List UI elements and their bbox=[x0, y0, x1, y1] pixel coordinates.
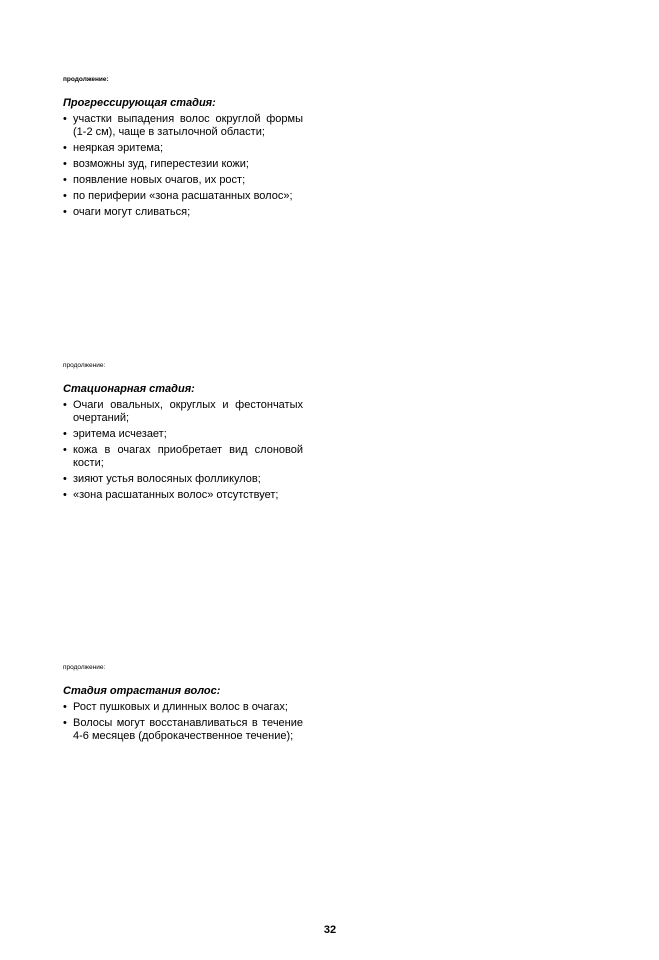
page-number: 32 bbox=[323, 924, 337, 936]
list-item-text: зияют устья волосяных фолликулов; bbox=[73, 473, 261, 485]
list-item bbox=[63, 174, 303, 187]
list-item-text: кожа в очагах приобретает вид слоновой кости; bbox=[73, 444, 303, 469]
bullet-icon: • bbox=[63, 717, 67, 729]
section-stationary-stage bbox=[63, 362, 303, 505]
section-heading: Стадия отрастания волос: bbox=[63, 685, 221, 697]
list-item-text: участки выпадения волос округлой формы (1-2 см), чаще в затылочной области; bbox=[73, 113, 303, 138]
list-item bbox=[63, 190, 303, 203]
bullet-icon: • bbox=[63, 142, 67, 154]
bullet-icon: • bbox=[63, 444, 67, 456]
continuation-label: продолжение: bbox=[63, 76, 109, 83]
list-item-text: по периферии «зона расшатанных волос»; bbox=[73, 190, 293, 202]
list-item bbox=[63, 399, 303, 425]
bullet-icon: • bbox=[63, 399, 67, 411]
list-item bbox=[63, 717, 303, 743]
list-item-text: неяркая эритема; bbox=[73, 142, 164, 154]
list-item bbox=[63, 158, 303, 171]
bullet-icon: • bbox=[63, 190, 67, 202]
list-item-text: очаги могут сливаться; bbox=[73, 206, 191, 218]
bullet-icon: • bbox=[63, 174, 67, 186]
list-item bbox=[63, 489, 303, 502]
bullet-icon: • bbox=[63, 489, 67, 501]
list-item bbox=[63, 473, 303, 486]
list-item-text: Волосы могут восстанавливаться в течение 4-6 месяцев (доброкачественное течение); bbox=[73, 717, 303, 742]
list-item-text: возможны зуд, гиперестезии кожи; bbox=[73, 158, 249, 170]
bullet-icon: • bbox=[63, 473, 67, 485]
bullet-icon: • bbox=[63, 158, 67, 170]
bullet-list bbox=[63, 113, 303, 219]
bullet-list bbox=[63, 399, 303, 502]
bullet-list bbox=[63, 701, 303, 743]
bullet-icon: • bbox=[63, 206, 67, 218]
section-heading: Прогрессирующая стадия: bbox=[63, 97, 216, 109]
list-item-text: «зона расшатанных волос» отсутствует; bbox=[73, 489, 279, 501]
section-regrowth-stage bbox=[63, 664, 303, 746]
list-item-text: Очаги овальных, округлых и фестончатых очертаний; bbox=[73, 399, 303, 424]
list-item-text: эритема исчезает; bbox=[73, 428, 167, 440]
bullet-icon: • bbox=[63, 113, 67, 125]
list-item bbox=[63, 444, 303, 470]
list-item-text: Рост пушковых и длинных волос в очагах; bbox=[73, 701, 288, 713]
list-item-text: появление новых очагов, их рост; bbox=[73, 174, 246, 186]
list-item bbox=[63, 206, 303, 219]
list-item bbox=[63, 142, 303, 155]
bullet-icon: • bbox=[63, 428, 67, 440]
continuation-label: продолжение: bbox=[63, 664, 106, 671]
continuation-label: продолжение: bbox=[63, 362, 106, 369]
list-item bbox=[63, 701, 303, 714]
section-heading: Стационарная стадия: bbox=[63, 383, 195, 395]
bullet-icon: • bbox=[63, 701, 67, 713]
section-progressive-stage bbox=[63, 76, 303, 222]
list-item bbox=[63, 428, 303, 441]
list-item bbox=[63, 113, 303, 139]
